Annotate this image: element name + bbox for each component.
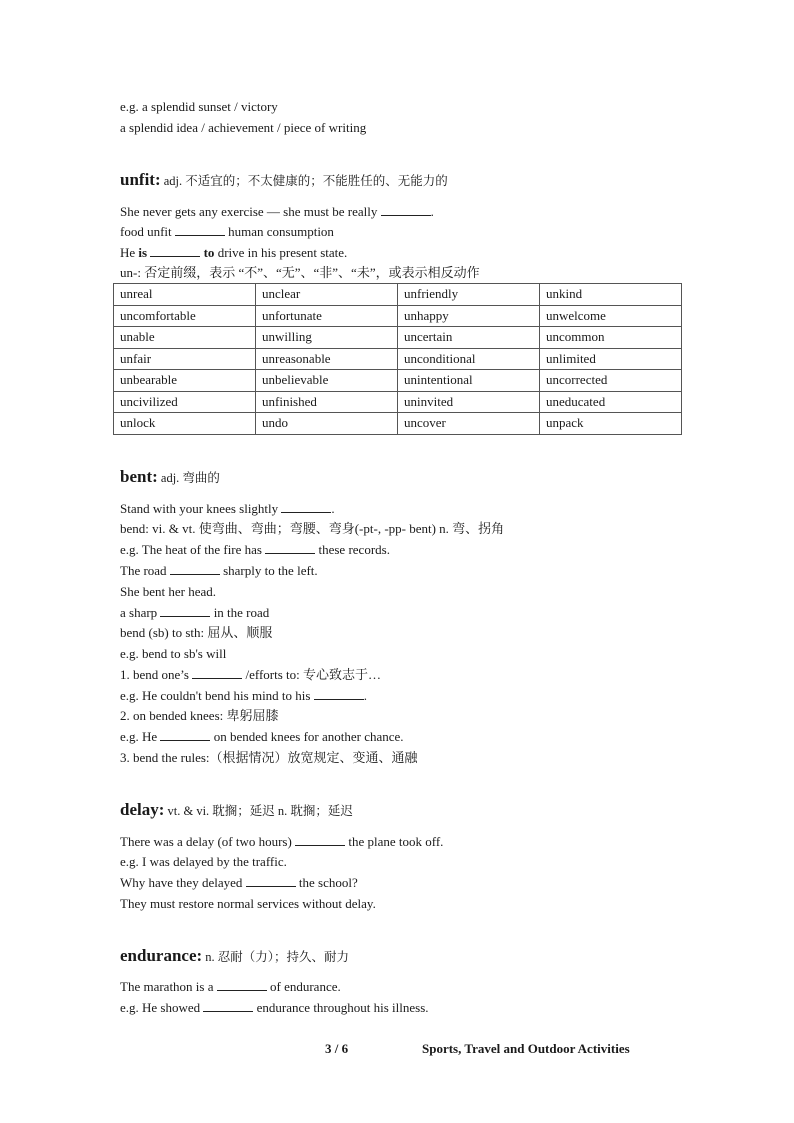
footer-title: Sports, Travel and Outdoor Activities bbox=[422, 1041, 630, 1056]
fill-blank bbox=[265, 542, 315, 554]
table-cell: unfinished bbox=[256, 391, 398, 413]
sentence-text: e.g. He showed bbox=[120, 1000, 201, 1015]
fill-blank bbox=[150, 245, 200, 257]
fill-blank bbox=[203, 1000, 253, 1012]
headword-bent: bent: bbox=[120, 467, 158, 486]
table-cell: uncorrected bbox=[540, 370, 682, 392]
sentence-text: a sharp bbox=[120, 605, 158, 620]
delay-line-2: e.g. I was delayed by the traffic. bbox=[120, 854, 287, 869]
bold-word: to bbox=[203, 245, 215, 260]
sentence-text: food unfit bbox=[120, 224, 172, 239]
sentence-text: /efforts to: 专心致志于… bbox=[245, 667, 381, 682]
table-cell: unwelcome bbox=[540, 305, 682, 327]
fill-blank bbox=[160, 605, 210, 617]
bent-definition: adj. 弯曲的 bbox=[160, 471, 220, 485]
sentence-text: these records. bbox=[318, 542, 390, 557]
bent-line-5: She bent her head. bbox=[120, 584, 217, 599]
table-body bbox=[114, 284, 682, 435]
unfit-sentence-3 bbox=[120, 244, 347, 261]
splendid-example-1: e.g. a splendid sunset / victory bbox=[120, 99, 278, 114]
bent-line-8: e.g. bend to sb's will bbox=[120, 646, 227, 661]
table-cell: unhappy bbox=[398, 305, 540, 327]
table-cell: uneducated bbox=[540, 391, 682, 413]
endurance-entry-heading bbox=[120, 945, 349, 968]
table-cell: unclear bbox=[256, 284, 398, 306]
bent-entry-heading bbox=[120, 466, 220, 489]
table-cell: unreal bbox=[114, 284, 256, 306]
fill-blank bbox=[381, 204, 431, 216]
table-cell: uncommon bbox=[540, 327, 682, 349]
sentence-text: . bbox=[363, 688, 367, 703]
sentence-text: . bbox=[430, 204, 434, 219]
fill-blank bbox=[246, 875, 296, 887]
sentence-text: sharply to the left. bbox=[223, 563, 318, 578]
delay-entry-heading bbox=[120, 799, 353, 822]
sentence-text: There was a delay (of two hours) bbox=[120, 834, 292, 849]
bent-line-11: 2. on bended knees: 卑躬屈膝 bbox=[120, 708, 279, 723]
sentence-text: She never gets any exercise — she must be really bbox=[120, 204, 378, 219]
table-cell: unlock bbox=[114, 413, 256, 435]
table-cell: unkind bbox=[540, 284, 682, 306]
table-cell: unreasonable bbox=[256, 348, 398, 370]
headword-endurance: endurance: bbox=[120, 946, 203, 965]
bent-line-3 bbox=[120, 541, 390, 558]
bent-line-10 bbox=[120, 687, 367, 704]
table-cell: uninvited bbox=[398, 391, 540, 413]
delay-line-1 bbox=[120, 833, 443, 850]
bent-line-7: bend (sb) to sth: 屈从、顺服 bbox=[120, 625, 273, 640]
page-number: 3 / 6 bbox=[325, 1041, 349, 1056]
table-cell: uncover bbox=[398, 413, 540, 435]
unfit-sentence-1 bbox=[120, 203, 434, 220]
fill-blank bbox=[281, 501, 331, 513]
table-cell: unfortunate bbox=[256, 305, 398, 327]
sentence-text: human consumption bbox=[228, 224, 334, 239]
delay-definition: vt. & vi. 耽搁；延迟 n. 耽搁；延迟 bbox=[167, 804, 353, 818]
sentence-text: the school? bbox=[298, 875, 358, 890]
unfit-definition: adj. 不适宜的；不太健康的；不能胜任的、无能力的 bbox=[163, 174, 448, 188]
un-prefix-note: un-: 否定前缀，表示 “不”、“无”、“非”、“未”，或表示相反动作 bbox=[120, 265, 480, 280]
sentence-text: Why have they delayed bbox=[120, 875, 243, 890]
sentence-text: The road bbox=[120, 563, 167, 578]
sentence-text: the plane took off. bbox=[348, 834, 444, 849]
sentence-text: e.g. He couldn't bend his mind to his bbox=[120, 688, 311, 703]
endurance-line-1 bbox=[120, 978, 341, 995]
bend-definition-line: bend: vi. & vt. 使弯曲、弯曲；弯腰、弯身(-pt-, -pp- bent) n. 弯、拐角 bbox=[120, 521, 505, 536]
table-cell: unpack bbox=[540, 413, 682, 435]
table-cell: unconditional bbox=[398, 348, 540, 370]
delay-line-3 bbox=[120, 874, 358, 891]
table-cell: unbearable bbox=[114, 370, 256, 392]
table-cell: unlimited bbox=[540, 348, 682, 370]
table-row bbox=[114, 348, 682, 370]
table-cell: uncivilized bbox=[114, 391, 256, 413]
bent-line-1 bbox=[120, 500, 335, 517]
delay-line-4: They must restore normal services without delay. bbox=[120, 896, 376, 911]
splendid-example-2: a splendid idea / achievement / piece of writing bbox=[120, 120, 367, 135]
sentence-text: on bended knees for another chance. bbox=[213, 729, 404, 744]
fill-blank bbox=[314, 688, 364, 700]
sentence-text: Stand with your knees slightly bbox=[120, 501, 279, 516]
sentence-text: e.g. The heat of the fire has bbox=[120, 542, 262, 557]
table-cell: unwilling bbox=[256, 327, 398, 349]
fill-blank bbox=[295, 834, 345, 846]
table-row bbox=[114, 413, 682, 435]
table-row bbox=[114, 284, 682, 306]
unfit-sentence-2 bbox=[120, 223, 334, 240]
unfit-entry-heading bbox=[120, 169, 448, 192]
fill-blank bbox=[160, 729, 210, 741]
table-cell: uncertain bbox=[398, 327, 540, 349]
table-cell: unfair bbox=[114, 348, 256, 370]
endurance-definition: n. 忍耐（力）；持久、耐力 bbox=[205, 950, 350, 964]
bent-line-9 bbox=[120, 666, 381, 683]
fill-blank bbox=[175, 224, 225, 236]
sentence-text: in the road bbox=[213, 605, 270, 620]
fill-blank bbox=[192, 667, 242, 679]
sentence-text: He bbox=[120, 245, 136, 260]
sentence-text: endurance throughout his illness. bbox=[256, 1000, 429, 1015]
fill-blank bbox=[217, 979, 267, 991]
table-row bbox=[114, 391, 682, 413]
table-cell: unintentional bbox=[398, 370, 540, 392]
table-cell: unbelievable bbox=[256, 370, 398, 392]
table-cell: uncomfortable bbox=[114, 305, 256, 327]
bent-line-12 bbox=[120, 728, 404, 745]
bold-word: is bbox=[138, 245, 148, 260]
bent-line-6 bbox=[120, 604, 269, 621]
sentence-text: e.g. He bbox=[120, 729, 158, 744]
un-prefix-table bbox=[113, 283, 682, 435]
table-row bbox=[114, 370, 682, 392]
sentence-text: The marathon is a bbox=[120, 979, 214, 994]
headword-delay: delay: bbox=[120, 800, 165, 819]
table-row bbox=[114, 305, 682, 327]
sentence-text: 1. bend one’s bbox=[120, 667, 189, 682]
bent-line-4 bbox=[120, 562, 318, 579]
table-cell: unfriendly bbox=[398, 284, 540, 306]
table-row bbox=[114, 327, 682, 349]
sentence-text: . bbox=[331, 501, 335, 516]
headword-unfit: unfit: bbox=[120, 170, 161, 189]
bent-line-13: 3. bend the rules:（根据情况）放宽规定、变通、通融 bbox=[120, 750, 418, 765]
table-cell: unable bbox=[114, 327, 256, 349]
fill-blank bbox=[170, 563, 220, 575]
sentence-text: of endurance. bbox=[270, 979, 341, 994]
sentence-text: drive in his present state. bbox=[217, 245, 348, 260]
table-cell: undo bbox=[256, 413, 398, 435]
endurance-line-2 bbox=[120, 999, 429, 1016]
